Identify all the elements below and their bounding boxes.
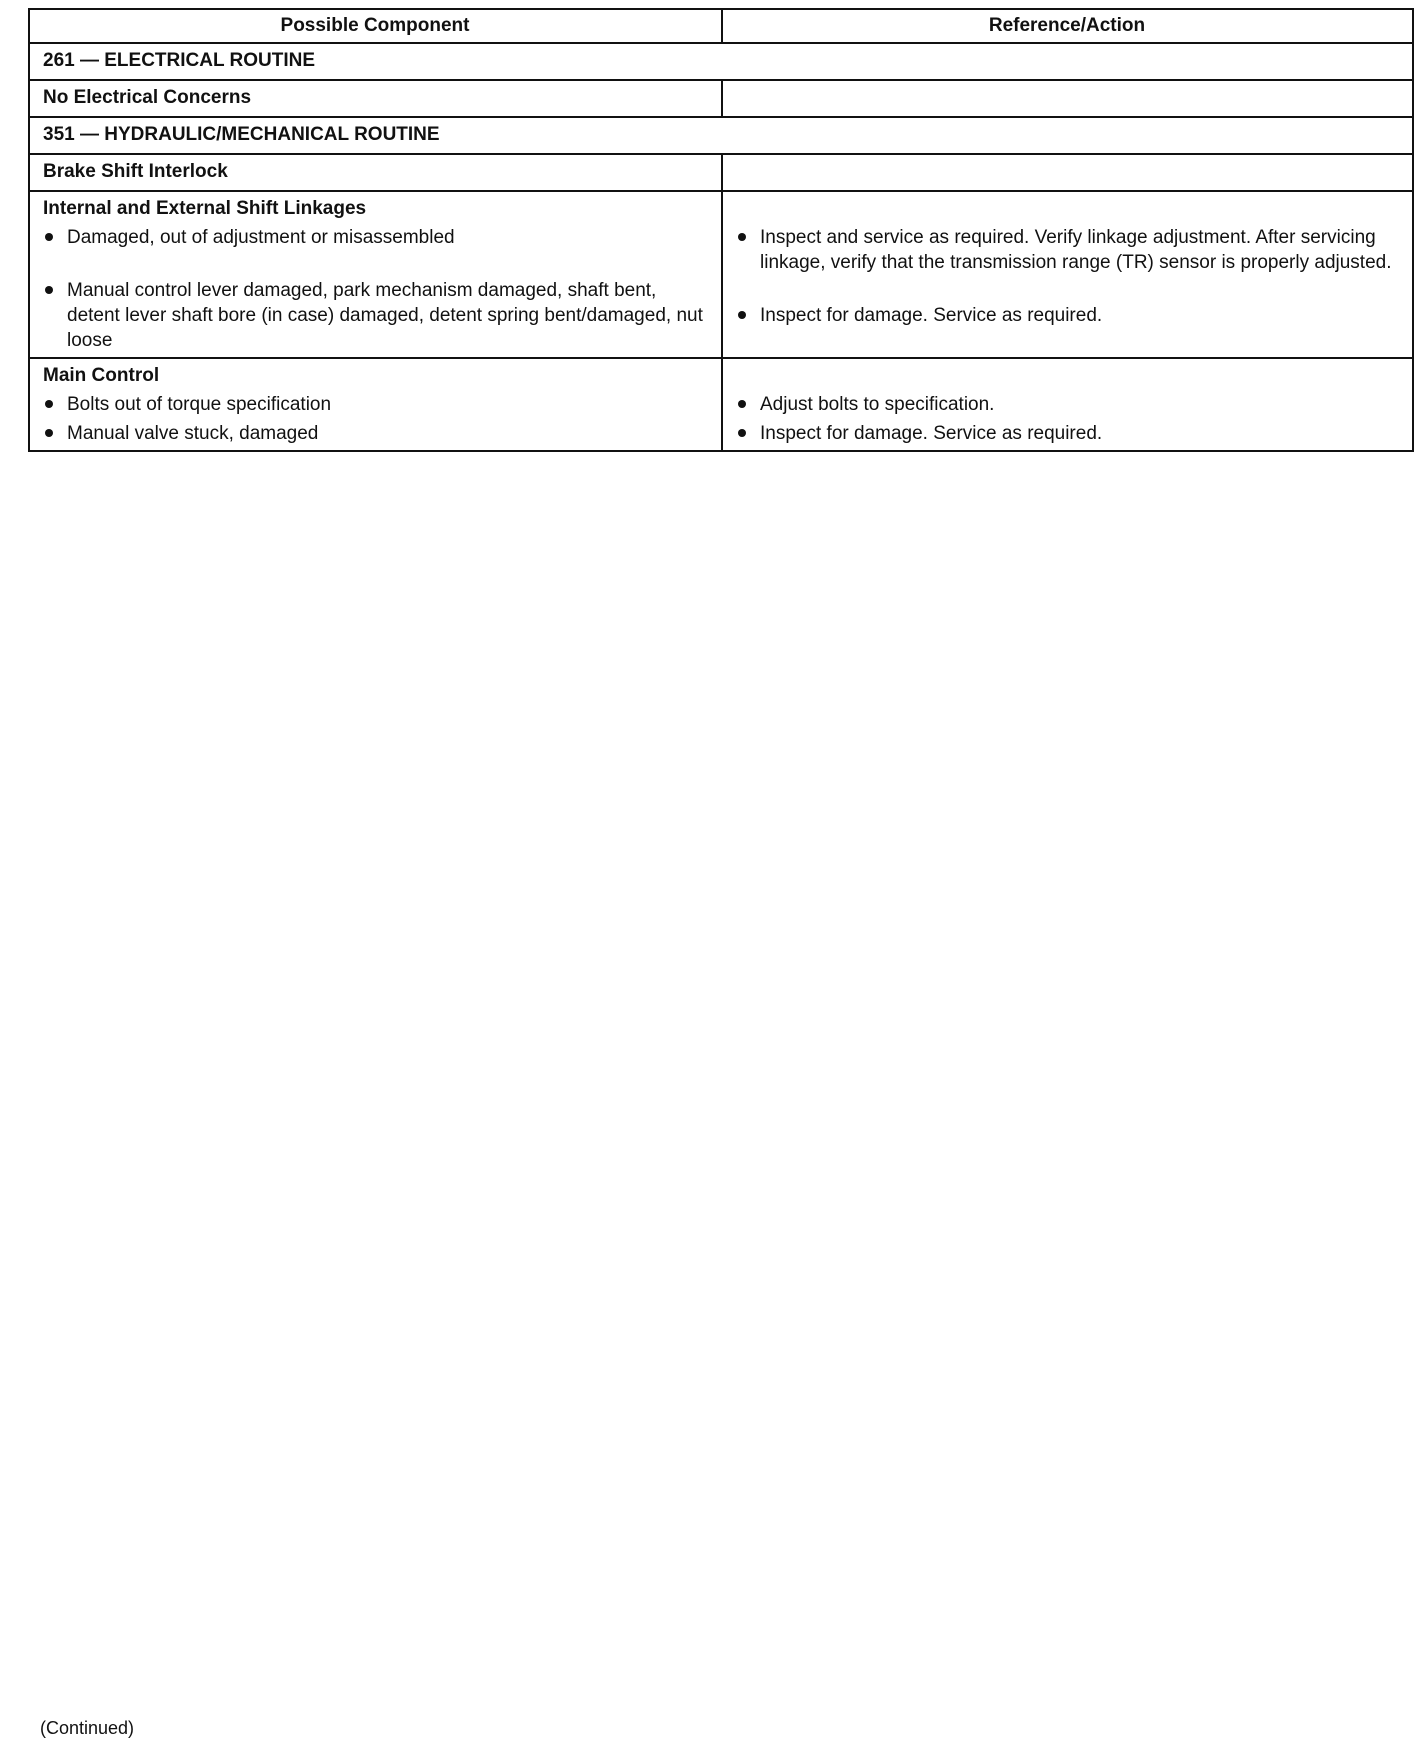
bullet-icon bbox=[738, 233, 746, 241]
list-item bbox=[736, 303, 1398, 328]
bullet-icon bbox=[45, 400, 53, 408]
list-item bbox=[43, 392, 707, 417]
action-brake-shift bbox=[722, 154, 1413, 191]
action-item-text: Inspect for damage. Service as required. bbox=[760, 305, 1103, 326]
component-no-electrical: No Electrical Concerns bbox=[29, 80, 722, 117]
list-item bbox=[43, 225, 707, 250]
action-item-text: Adjust bolts to specification. bbox=[760, 394, 995, 415]
section-row-electrical bbox=[29, 43, 1413, 80]
bullet-icon bbox=[45, 233, 53, 241]
continued-note: (Continued) bbox=[40, 1718, 135, 1738]
table-row-no-electrical bbox=[29, 80, 1413, 117]
action-item-text: Inspect for damage. Service as required. bbox=[760, 423, 1103, 444]
action-no-electrical bbox=[722, 80, 1413, 117]
component-linkages-title: Internal and External Shift Linkages bbox=[43, 198, 367, 219]
action-cell-main-control bbox=[722, 358, 1413, 451]
bullet-icon bbox=[738, 400, 746, 408]
component-item-text: Manual control lever damaged, park mechanism damaged, shaft bent, detent lever shaft bore (in case) damaged, detent spring bent/damaged, nut loose bbox=[67, 280, 703, 351]
section-row-hydraulic bbox=[29, 117, 1413, 154]
list-item bbox=[43, 278, 707, 353]
action-item-text: Inspect and service as required. Verify linkage adjustment. After servicing linkage, verify that the transmission range (TR) sensor is properly adjusted. bbox=[760, 227, 1392, 273]
bullet-icon bbox=[738, 311, 746, 319]
section-title-hydraulic: 351 — HYDRAULIC/MECHANICAL ROUTINE bbox=[29, 117, 1413, 154]
section-title-electrical: 261 — ELECTRICAL ROUTINE bbox=[29, 43, 1413, 80]
component-cell-main-control bbox=[29, 358, 722, 451]
bullet-icon bbox=[45, 286, 53, 294]
action-cell-linkages bbox=[722, 191, 1413, 358]
table-row-linkages bbox=[29, 191, 1413, 358]
component-item-text: Manual valve stuck, damaged bbox=[67, 423, 319, 444]
component-main-control-title: Main Control bbox=[43, 365, 160, 386]
component-cell-linkages bbox=[29, 191, 722, 358]
column-header-action: Reference/Action bbox=[722, 9, 1413, 43]
component-item-text: Bolts out of torque specification bbox=[67, 394, 332, 415]
component-brake-shift: Brake Shift Interlock bbox=[29, 154, 722, 191]
list-item bbox=[736, 392, 1398, 417]
bullet-icon bbox=[738, 429, 746, 437]
column-header-component: Possible Component bbox=[29, 9, 722, 43]
list-item bbox=[736, 421, 1398, 446]
table-row-brake-shift bbox=[29, 154, 1413, 191]
table-row-main-control bbox=[29, 358, 1413, 451]
component-item-text: Damaged, out of adjustment or misassembled bbox=[67, 227, 455, 248]
header-row bbox=[29, 9, 1413, 43]
bullet-icon bbox=[45, 429, 53, 437]
list-item bbox=[736, 225, 1398, 275]
list-item bbox=[43, 421, 707, 446]
diagnostic-table bbox=[28, 8, 1414, 452]
